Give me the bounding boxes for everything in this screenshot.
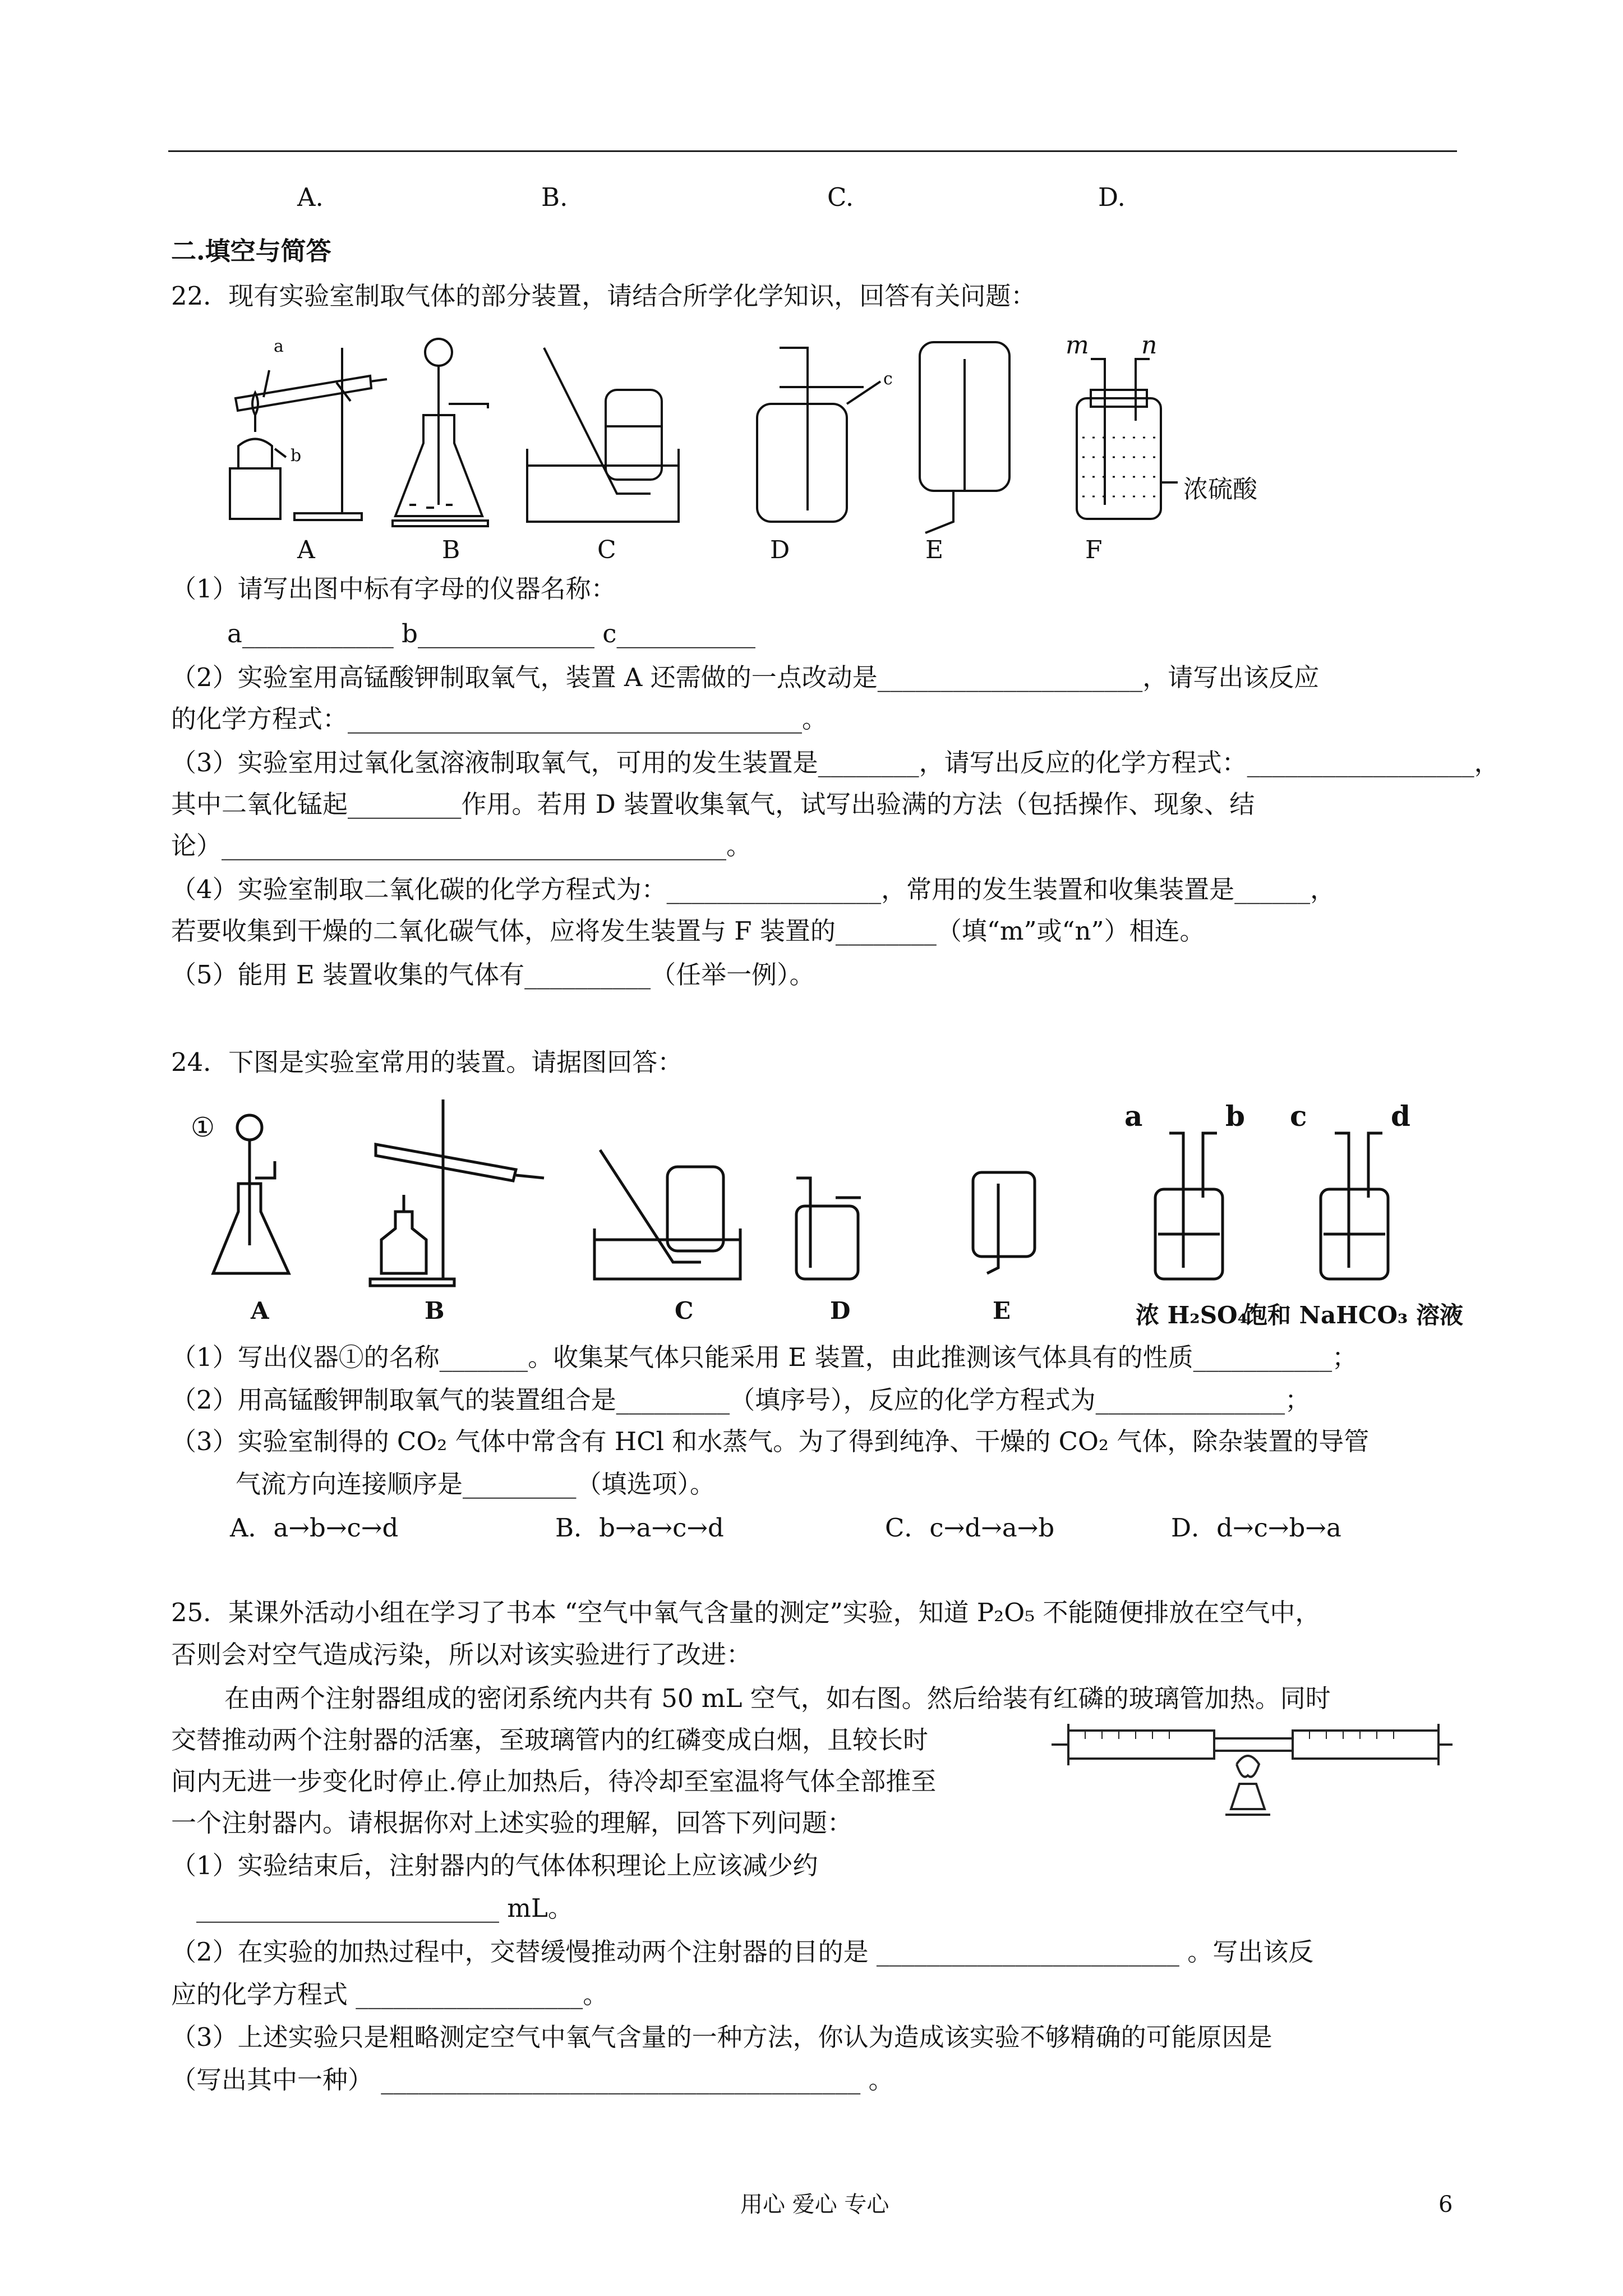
caption-c: C xyxy=(597,536,616,564)
apparatus-d-drawing xyxy=(757,348,880,522)
q24-part2: （2）用高锰酸钾制取氧气的装置组合是_________（填序号），反应的化学方程式为_______________； xyxy=(171,1385,1311,1415)
apparatus-24-nahco3-drawing xyxy=(1321,1133,1388,1279)
caption-d: D xyxy=(770,536,790,564)
apparatus-c-drawing xyxy=(527,348,679,522)
q22-part2-line1: （2）实验室用高锰酸钾制取氧气，装置 A 还需做的一点改动是_____________________，请写出该反应 xyxy=(171,662,1320,692)
choice-b: B. xyxy=(541,182,568,212)
choice-c: C. xyxy=(827,182,854,212)
label-24d: d xyxy=(1391,1099,1410,1133)
q24-stem: 24．下图是实验室常用的装置。请据图回答： xyxy=(171,1047,683,1077)
q24-part3-line1: （3）实验室制得的 CO₂ 气体中常含有 HCl 和水蒸气。为了得到纯净、干燥的 CO₂ 气体，除杂装置的导管 xyxy=(171,1427,1370,1456)
label-a: a xyxy=(274,337,284,356)
apparatus-24c-drawing xyxy=(594,1150,740,1279)
q24-figure xyxy=(191,1099,1458,1290)
caption-f: F xyxy=(1085,536,1103,564)
q25-part1-line1: （1）实验结束后，注射器内的气体体积理论上应该减少约 xyxy=(171,1851,818,1880)
caption-24b: B xyxy=(425,1297,445,1324)
choice-d: D. xyxy=(1098,182,1126,212)
q22-part1: （1）请写出图中标有字母的仪器名称： xyxy=(171,574,616,604)
q24-part1: （1）写出仪器①的名称_______。收集某气体只能采用 E 装置，由此推测该气体具有的性质___________； xyxy=(171,1342,1358,1372)
q24-option-c: C．c→d→a→b xyxy=(885,1513,1055,1543)
q25-line3: 在由两个注射器组成的密闭系统内共有 50 mL 空气，如右图。然后给装有红磷的玻璃管加热。同时 xyxy=(224,1683,1331,1713)
caption-b: B xyxy=(442,536,460,564)
q22-figure xyxy=(224,331,1290,539)
q24-option-a: A．a→b→c→d xyxy=(230,1513,399,1543)
q25-part3-line2: （写出其中一种） ______________________________________ 。 xyxy=(171,2065,894,2095)
apparatus-24b-drawing xyxy=(370,1099,544,1286)
choice-a: A. xyxy=(297,182,324,212)
q22-stem: 22．现有实验室制取气体的部分装置，请结合所学化学知识，回答有关问题： xyxy=(171,281,1036,311)
apparatus-f-drawing xyxy=(1077,359,1178,519)
q24-option-d: D．d→c→b→a xyxy=(1171,1513,1341,1543)
caption-24a: A xyxy=(251,1297,269,1324)
caption-24d: D xyxy=(830,1297,851,1324)
label-24c: c xyxy=(1290,1099,1307,1133)
q22-part3-line3: 论）________________________________________。 xyxy=(171,831,752,861)
syringe-figure xyxy=(1052,1714,1455,1843)
apparatus-b-drawing xyxy=(393,339,488,526)
label-acid: 浓硫酸 xyxy=(1183,475,1257,504)
q25-part2-line2: 应的化学方程式 __________________。 xyxy=(171,1980,608,2009)
q22-part4-line2: 若要收集到干燥的二氧化碳气体，应将发生装置与 F 装置的________（填“m”或“n”）相连。 xyxy=(171,916,1205,946)
label-b: b xyxy=(291,446,302,466)
q25-part1-line2: ________________________ mL。 xyxy=(196,1893,573,1923)
apparatus-24-h2so4-drawing xyxy=(1155,1133,1223,1279)
apparatus-24e-drawing xyxy=(973,1172,1035,1273)
apparatus-24a-drawing xyxy=(213,1115,289,1273)
q25-line2: 否则会对空气造成污染，所以对该实验进行了改进： xyxy=(171,1640,752,1669)
q24-part3-line2: 气流方向连接顺序是_________（填选项）。 xyxy=(236,1469,716,1499)
caption-24e: E xyxy=(993,1297,1011,1324)
label-n: n xyxy=(1141,331,1158,360)
label-24b: b xyxy=(1225,1099,1245,1133)
label-24a: a xyxy=(1124,1099,1143,1133)
q25-line5: 间内无进一步变化时停止.停止加热后，待冷却至室温将气体全部推至 xyxy=(171,1766,937,1796)
caption-a: A xyxy=(297,536,315,564)
page-number: 6 xyxy=(1438,2192,1453,2217)
q22-part3-line1: （3）实验室用过氧化氢溶液制取氧气，可用的发生装置是________，请写出反应的化学方程式：__________________， xyxy=(171,748,1500,777)
q25-line1: 25．某课外活动小组在学习了书本 “空气中氧气含量的测定”实验，知道 P₂O₅ 不能随便排放在空气中， xyxy=(171,1598,1321,1627)
q25-part3-line1: （3）上述实验只是粗略测定空气中氧气含量的一种方法，你认为造成该实验不够精确的可能原因是 xyxy=(171,2022,1272,2052)
footer-motto: 用心 爱心 专心 xyxy=(740,2192,889,2217)
q22-part1-blanks: a____________ b______________ c___________ xyxy=(227,619,755,648)
q22-part5: （5）能用 E 装置收集的气体有__________（任举一例）。 xyxy=(171,960,815,990)
apparatus-e-drawing xyxy=(920,342,1009,533)
top-rule xyxy=(168,150,1457,152)
label-c: c xyxy=(883,369,893,389)
label-m: m xyxy=(1066,331,1089,360)
q22-part4-line1: （4）实验室制取二氧化碳的化学方程式为：_________________，常用的发生装置和收集装置是______， xyxy=(171,875,1336,904)
apparatus-24d-drawing xyxy=(796,1178,861,1279)
q22-part2-line2: 的化学方程式：____________________________________。 xyxy=(171,704,828,734)
section-title: 二.填空与简答 xyxy=(171,236,331,266)
apparatus-a-drawing xyxy=(230,348,387,520)
q24-option-b: B．b→a→c→d xyxy=(555,1513,724,1543)
caption-24c: C xyxy=(675,1297,694,1324)
label-circle-1: ① xyxy=(191,1112,215,1143)
q25-line4: 交替推动两个注射器的活塞，至玻璃管内的红磷变成白烟，且较长时 xyxy=(171,1725,929,1755)
caption-e: E xyxy=(925,536,944,564)
caption-nahco3: 饱和 NaHCO₃ 溶液 xyxy=(1244,1301,1463,1329)
q22-part3-line2: 其中二氧化锰起_________作用。若用 D 装置收集氧气，试写出验满的方法（包括操作、现象、结 xyxy=(171,789,1255,819)
q25-part2-line1: （2）在实验的加热过程中，交替缓慢推动两个注射器的目的是 ________________________ 。写出该反 xyxy=(171,1937,1314,1967)
q25-line6: 一个注射器内。请根据你对上述实验的理解，回答下列问题： xyxy=(171,1808,853,1838)
caption-h2so4: 浓 H₂SO₄ xyxy=(1136,1301,1248,1329)
